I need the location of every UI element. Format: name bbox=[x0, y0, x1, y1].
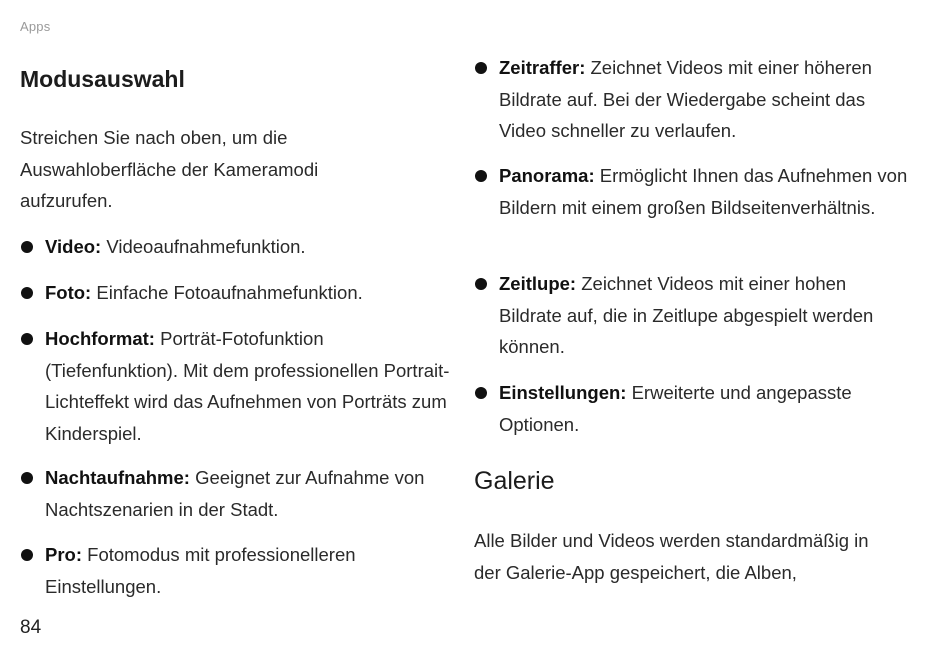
item-text: Erweiterte und angepasste Optionen. bbox=[499, 382, 852, 435]
item-term: Zeitraffer: bbox=[499, 57, 586, 78]
gallery-heading: Galerie bbox=[474, 467, 555, 495]
item-term: Foto: bbox=[45, 282, 92, 303]
item-term: Video: bbox=[45, 236, 102, 257]
bullet-icon bbox=[21, 333, 33, 345]
item-term: Hochformat: bbox=[45, 328, 155, 349]
section-label: Apps bbox=[20, 19, 51, 34]
bullet-icon bbox=[21, 287, 33, 299]
list-item-panorama bbox=[474, 160, 909, 223]
bullet-icon bbox=[475, 170, 487, 182]
intro-paragraph: Streichen Sie nach oben, um die Auswahloberfläche der Kameramodi aufzurufen. bbox=[20, 127, 319, 211]
bullet-icon bbox=[21, 549, 33, 561]
item-text: Videoaufnahmefunktion. bbox=[101, 236, 306, 257]
item-text: Zeichnet Videos mit einer höheren Bildrate auf. Bei der Wiedergabe scheint das Video schneller zu verlaufen. bbox=[499, 57, 872, 141]
gallery-paragraph: Alle Bilder und Videos werden standardmäßig in der Galerie-App gespeichert, die Alben, bbox=[474, 530, 869, 583]
item-text: Zeichnet Videos mit einer hohen Bildrate auf, die in Zeitlupe abgespielt werden können. bbox=[499, 273, 874, 357]
list-item-video bbox=[20, 231, 450, 263]
item-text: Geeignet zur Aufnahme von Nachtszenarien in der Stadt. bbox=[45, 467, 425, 520]
bullet-icon bbox=[21, 241, 33, 253]
list-item-timelapse bbox=[474, 52, 909, 147]
list-item-settings bbox=[474, 377, 909, 440]
item-term: Einstellungen: bbox=[499, 382, 627, 403]
item-term: Nachtaufnahme: bbox=[45, 467, 190, 488]
bullet-icon bbox=[475, 387, 487, 399]
item-text: Porträt-Fotofunktion (Tiefenfunktion). Mit dem professionellen Portrait-Lichteffekt wird das Aufnehmen von Porträts zum Kinderspiel. bbox=[45, 328, 450, 444]
list-item-pro bbox=[20, 539, 450, 602]
list-item-night bbox=[20, 462, 450, 525]
item-term: Zeitlupe: bbox=[499, 273, 577, 294]
item-text: Fotomodus mit professionelleren Einstellungen. bbox=[45, 544, 356, 597]
bullet-icon bbox=[475, 62, 487, 74]
list-item-photo bbox=[20, 277, 450, 309]
item-term: Panorama: bbox=[499, 165, 595, 186]
list-item-portrait bbox=[20, 323, 450, 449]
item-text: Ermöglicht Ihnen das Aufnehmen von Bildern mit einem großen Bildseitenverhältnis. bbox=[499, 165, 908, 218]
page-number: 84 bbox=[20, 617, 42, 638]
item-term: Pro: bbox=[45, 544, 82, 565]
list-item-slowmotion bbox=[474, 268, 909, 363]
bullet-icon bbox=[475, 278, 487, 290]
mode-selection-heading: Modusauswahl bbox=[20, 66, 185, 92]
item-text: Einfache Fotoaufnahmefunktion. bbox=[91, 282, 363, 303]
bullet-icon bbox=[21, 472, 33, 484]
